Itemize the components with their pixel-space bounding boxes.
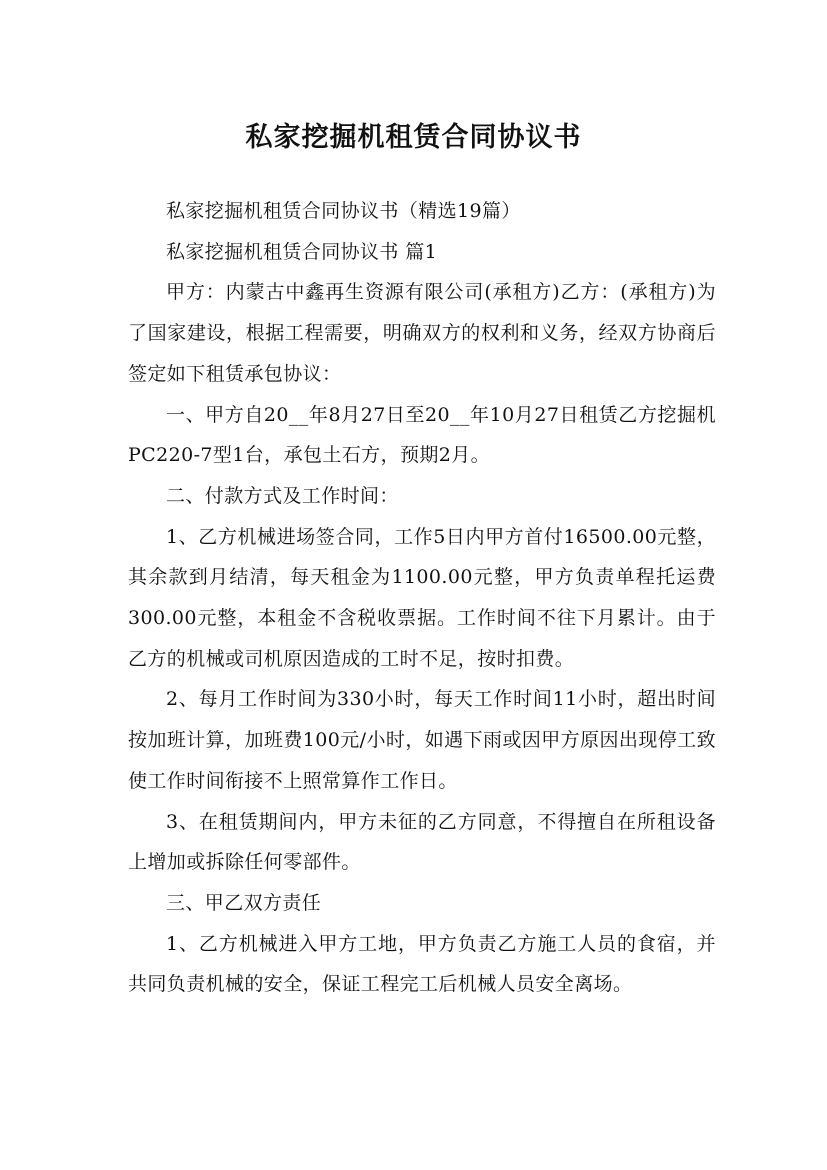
document-title: 私家挖掘机租赁合同协议书	[245, 122, 582, 154]
paragraph-responsibility-1: 1、乙方机械进入甲方工地，甲方负责乙方施工人员的食宿，并共同负责机械的安全，保证工程完工后机械人员安全离场。	[128, 932, 716, 996]
paragraph-clause-2-heading: 二、付款方式及工作时间：	[166, 484, 399, 507]
paragraph-clause-1: 一、甲方自20__年8月27日至20__年10月27日租赁乙方挖掘机PC220-7型1台，承包土石方，预期2月。	[128, 403, 716, 467]
paragraph-payment-2: 2、每月工作时间为330小时，每天工作时间11小时，超出时间按加班计算，加班费100元/小时，如遇下雨或因甲方原因出现停工致使工作时间衔接不上照常算作工作日。	[128, 688, 716, 792]
paragraph-payment-1: 1、乙方机械进场签合同，工作5日内甲方首付16500.00元整，其余款到月结清，每天租金为1100.00元整，甲方负责单程托运费300.00元整，本租金不含税收票据。工作时间不往下月累计。由于乙方的机械或司机原因造成的工时不足，按时扣费。	[128, 525, 716, 670]
document-body	[128, 191, 716, 1005]
paragraph-clause-3-heading: 三、甲乙双方责任	[166, 891, 322, 914]
paragraph-section-heading: 私家挖掘机租赁合同协议书 篇1	[166, 240, 438, 263]
paragraph-parties: 甲方：内蒙古中鑫再生资源有限公司(承租方)乙方：(承租方)为了国家建设，根据工程需要，明确双方的权利和义务，经双方协商后签定如下租赁承包协议：	[128, 281, 716, 385]
paragraph-payment-3: 3、在租赁期间内，甲方未征的乙方同意，不得擅自在所租设备上增加或拆除任何零部件。	[128, 810, 716, 874]
paragraph-subtitle: 私家挖掘机租赁合同协议书（精选19篇）	[166, 200, 521, 222]
